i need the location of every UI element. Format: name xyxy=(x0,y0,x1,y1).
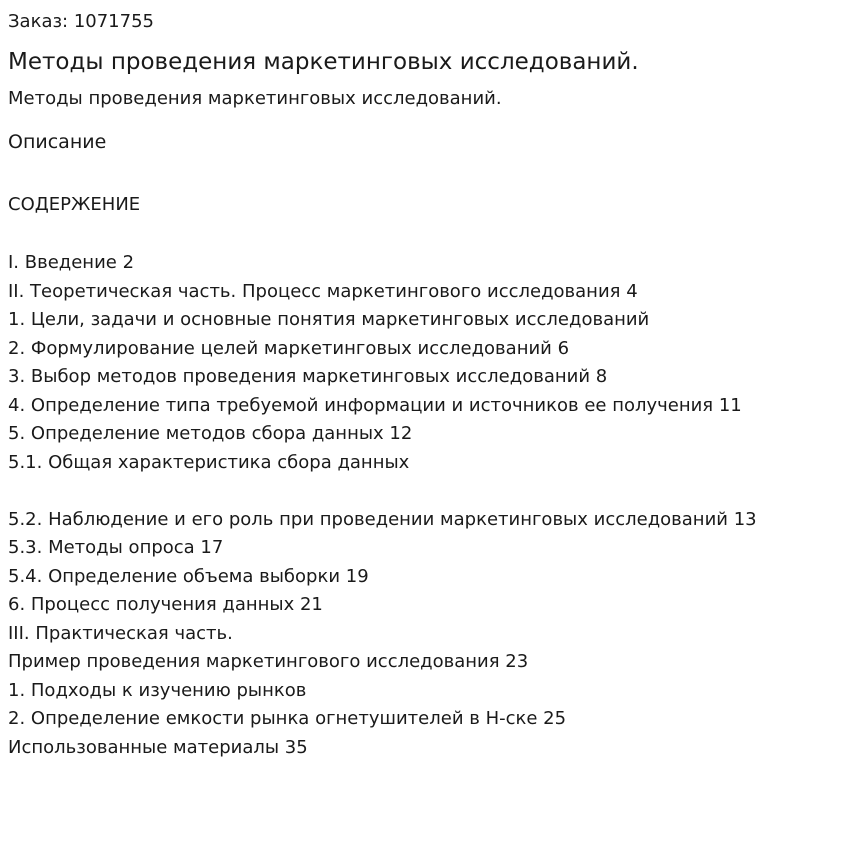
order-number: Заказ: 1071755 xyxy=(8,11,154,32)
toc-item: Пример проведения маркетингового исследования 23 xyxy=(8,651,529,672)
toc-heading: СОДЕРЖЕНИЕ xyxy=(8,194,141,215)
toc-item: 4. Определение типа требуемой информации и источников ее получения 11 xyxy=(8,394,742,416)
description-heading: Описание xyxy=(8,131,107,153)
toc-item: 1. Подходы к изучению рынков xyxy=(8,679,307,701)
toc-item: 5.4. Определение объема выборки 19 xyxy=(8,565,369,587)
toc-item: 6. Процесс получения данных 21 xyxy=(8,594,323,615)
toc-item: 1. Цели, задачи и основные понятия маркетинговых исследований xyxy=(8,309,650,330)
toc-item: 5.2. Наблюдение и его роль при проведении маркетинговых исследований 13 xyxy=(8,508,757,530)
toc-list xyxy=(8,249,757,762)
toc-item: Использованные материалы 35 xyxy=(8,736,308,758)
toc-item: 5.1. Общая характеристика сбора данных xyxy=(8,451,410,473)
toc-item: 2. Формулирование целей маркетинговых исследований 6 xyxy=(8,337,570,359)
toc-item: I. Введение 2 xyxy=(8,252,135,273)
toc-item: 3. Выбор методов проведения маркетинговых исследований 8 xyxy=(8,366,608,387)
page-subtitle: Методы проведения маркетинговых исследований. xyxy=(8,88,502,109)
toc-item: 5.3. Методы опроса 17 xyxy=(8,537,224,558)
toc-item: 5. Определение методов сбора данных 12 xyxy=(8,423,413,444)
toc-item: 2. Определение емкости рынка огнетушителей в Н-ске 25 xyxy=(8,708,567,729)
toc-item: II. Теоретическая часть. Процесс маркетингового исследования 4 xyxy=(8,280,638,302)
page-title: Методы проведения маркетинговых исследований. xyxy=(8,49,639,75)
toc-item: III. Практическая часть. xyxy=(8,622,233,644)
